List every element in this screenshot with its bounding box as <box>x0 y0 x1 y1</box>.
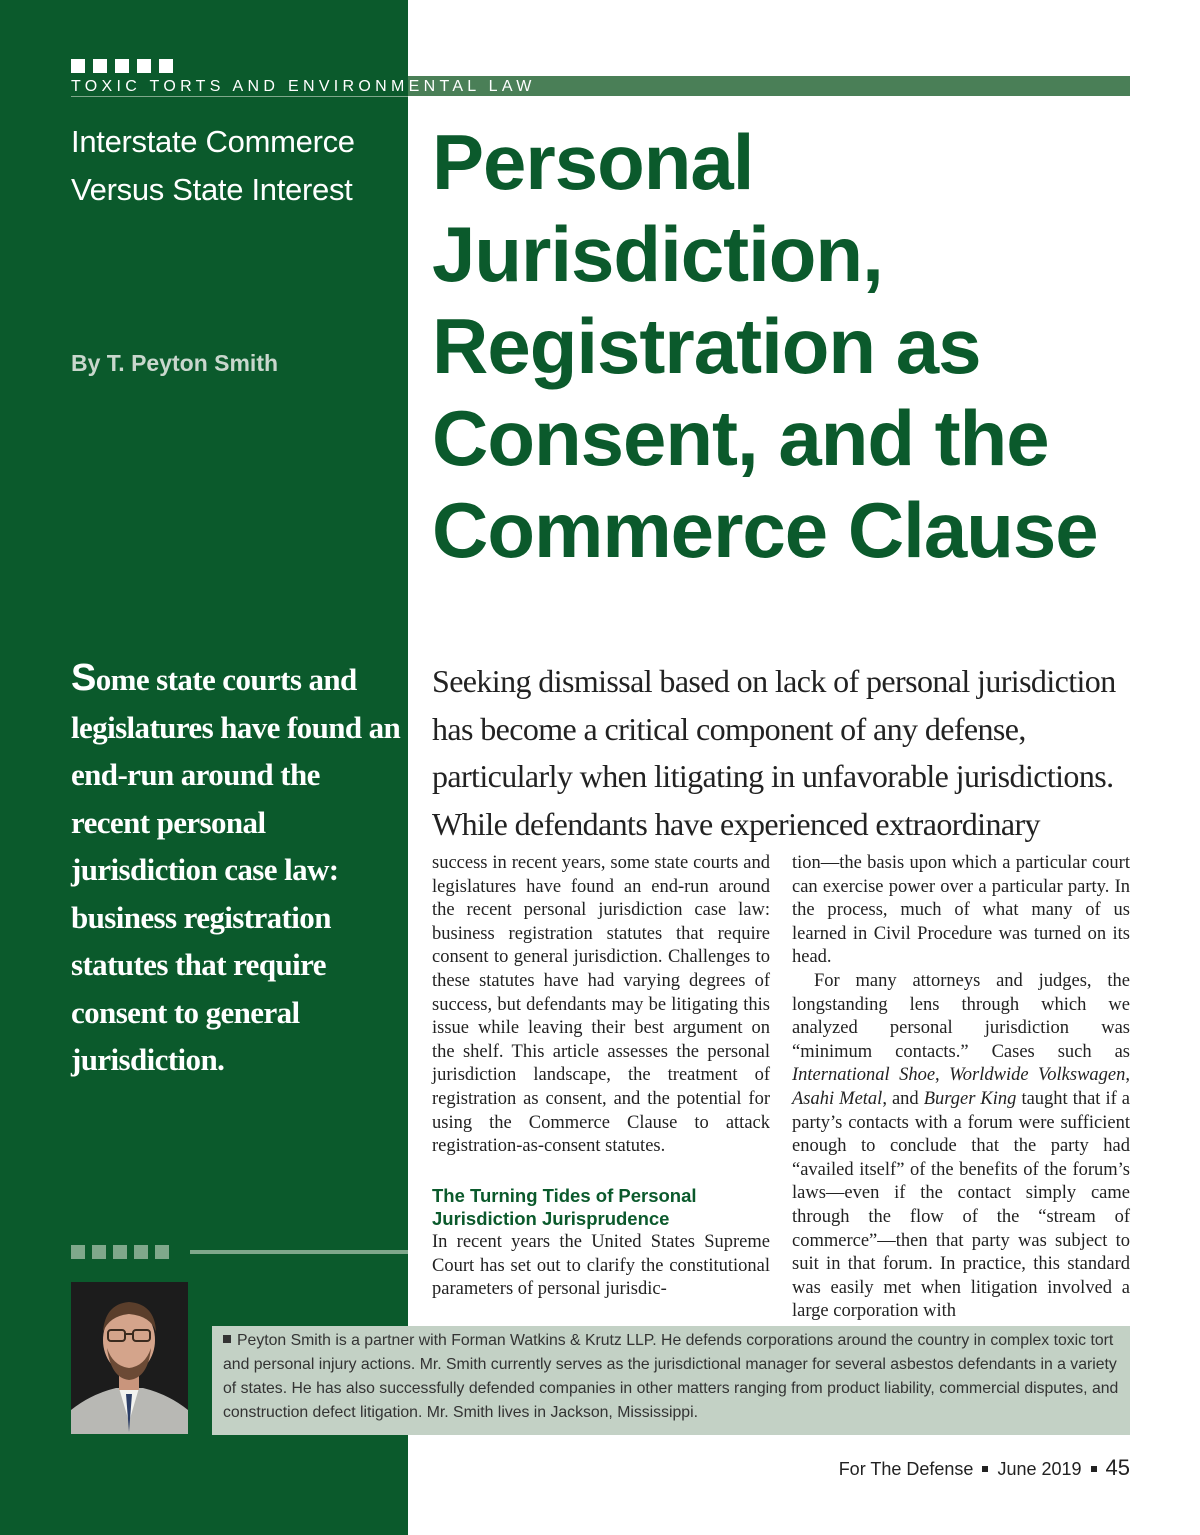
body-paragraph: In recent years the United States Supreme Court has set out to clarify the constitutional parameters of personal jurisdic- <box>432 1231 770 1300</box>
pull-quote <box>71 655 401 1084</box>
footer-publication: For The Defense <box>838 1459 974 1479</box>
separator-icon <box>1091 1466 1097 1472</box>
page-footer <box>839 1455 1130 1481</box>
body-column-1 <box>432 852 770 1302</box>
body-text: taught that if a party’s contacts with a forum were sufficient enough to conclude that the party had “availed itself” of the benefits of the forum’s laws—even if the contact simply came through the flow of the “stream of commerce”—then that party was subject to suit in that forum. In practice, this standard was easily met when litigation involved a large corporation with <box>792 1088 1130 1322</box>
case-name: Worldwide Volkswagen <box>949 1065 1126 1086</box>
section-label: TOXIC TORTS AND ENVIRONMENTAL LAW <box>71 78 536 95</box>
section-subhead: The Turning Tides of Personal Jurisdiction Jurisprudence <box>432 1184 697 1230</box>
body-paragraph: success in recent years, some state courts and legislatures have found an end-run around the recent personal jurisdiction case law: business registration statutes that require consent to general jurisdiction. Challenges to these statutes have had varying degrees of success, but defendants may be litigating this issue while leaving their best argument on the shelf. This article assesses the personal jurisdiction landscape, the treatment of registration as consent, and the potential for using the Commerce Clause to attack registration-as-consent statutes. <box>432 853 770 1157</box>
case-name: International Shoe <box>792 1065 936 1086</box>
body-text: , <box>935 1065 950 1086</box>
author-bio <box>212 1326 1130 1435</box>
deck <box>71 118 391 214</box>
pull-quote-dropcap: S <box>71 657 96 699</box>
footer-date: June 2019 <box>997 1459 1082 1479</box>
deck-line-1: Interstate Commerce <box>71 124 355 159</box>
section-rule <box>71 96 408 97</box>
body-text: , and <box>882 1088 924 1109</box>
lead-paragraph: Seeking dismissal based on lack of personal jurisdiction has become a critical component of any defense, particularly when litigating in unfavorable jurisdictions. While defendants have experienced extraordinary <box>432 663 1116 842</box>
body-text: , <box>1125 1065 1130 1086</box>
body-paragraph <box>792 970 1130 1324</box>
separator-icon <box>982 1466 988 1472</box>
case-name: Burger King <box>923 1088 1017 1109</box>
pull-quote-text: ome state courts and legislatures have found an end-run around the recent personal jurisdiction case law: business registration statutes that require consent to general jurisdiction. <box>71 662 401 1077</box>
body-text: For many attorneys and judges, the longstanding lens through which we analyzed personal jurisdiction was “minimum contacts.” Cases such as <box>792 970 1130 1062</box>
bio-squares-decoration <box>71 1245 176 1259</box>
article-title: Personal Jurisdiction, Registration as Consent, and the Commerce Clause <box>432 118 1098 574</box>
bullet-icon <box>223 1335 231 1343</box>
author-photo <box>71 1282 188 1434</box>
author-bio-text: Peyton Smith is a partner with Forman Watkins & Krutz LLP. He defends corporations around the country in complex toxic tort and personal injury actions. Mr. Smith currently serves as the jurisdictional manager for several asbestos defendants in a variety of states. He has also successfully defended companies in other matters ranging from product liability, commercial disputes, and construction defect litigation. Mr. Smith lives in Jackson, Mississippi. <box>223 1332 1119 1421</box>
section-squares-decoration <box>71 59 181 73</box>
body-paragraph: tion—the basis upon which a particular court can exercise power over a particular party. In the process, much of what many of us learned in Civil Procedure was turned on its head. <box>792 853 1130 968</box>
case-name: Asahi Metal <box>792 1088 883 1109</box>
deck-line-2: Versus State Interest <box>71 172 353 207</box>
byline: By T. Peyton Smith <box>71 350 279 376</box>
body-column-2 <box>792 852 1130 1324</box>
page-number: 45 <box>1105 1455 1130 1480</box>
bio-divider-line <box>190 1250 408 1254</box>
